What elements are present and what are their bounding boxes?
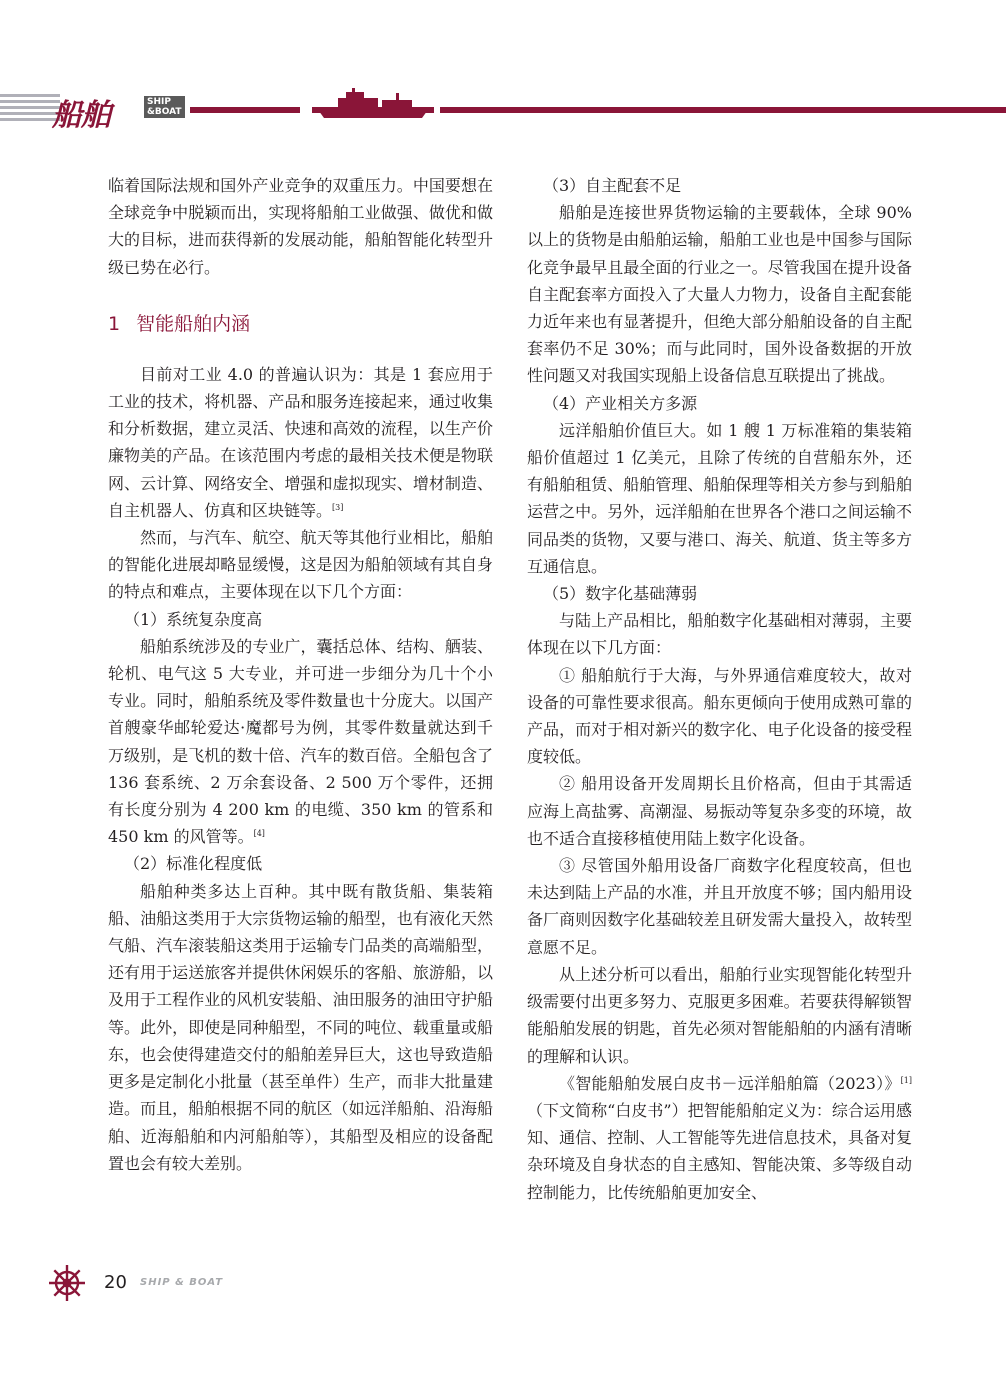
page-header [0, 88, 1006, 133]
citation: [4] [253, 829, 265, 839]
page-footer [48, 1264, 348, 1304]
paragraph: 远洋船舶价值巨大。如 1 艘 1 万标准箱的集装箱船价值超过 1 亿美元，且除了传统的自营船东外，还有船舶租赁、船舶管理、船舶保理等相关方参与到船舶运营之中。另外，远洋船舶在世界各个港口之间运输不同品类的货物，又要与港口、海关、航道、货主等多方互通信息。 [527, 420, 912, 576]
paragraph: 然而，与汽车、航空、航天等其他行业相比，船舶的智能化进展却略显缓慢，这是因为船舶领域有其自身的特点和难点，主要体现在以下几个方面： [108, 528, 493, 602]
subheading: （5）数字化基础薄弱 [543, 584, 698, 604]
journal-name-en: SHIP & BOAT [140, 1277, 224, 1288]
paragraph: 与陆上产品相比，船舶数字化基础相对薄弱，主要体现在以下几方面： [527, 611, 912, 658]
header-stripes [0, 94, 60, 124]
right-column [527, 172, 912, 1206]
list-item: ② 船用设备开发周期长且价格高，但由于其需适应海上高盐雾、高潮湿、易振动等复杂多变的环境，故也不适合直接移植使用陆上数字化设备。 [527, 774, 912, 848]
paragraph: 临着国际法规和国外产业竞争的双重压力。中国要想在全球竞争中脱颖而出，实现将船舶工业做强、做优和做大的目标，进而获得新的发展动能，船舶智能化转型升级已势在必行。 [108, 176, 493, 277]
citation: [1] [900, 1075, 912, 1085]
page-number: 20 [104, 1272, 127, 1293]
paragraph: 目前对工业 4.0 的普遍认识为：其是 1 套应用于工业的技术，将机器、产品和服务连接起来，通过收集和分析数据，建立灵活、快速和高效的流程，以生产价廉物美的产品。在该范围内考虑的最相关技术便是物联网、云计算、网络安全、增强和虚拟现实、增材制造、自主机器人、仿真和区块链等。[3] [108, 364, 493, 520]
paragraph: 《智能船舶发展白皮书－远洋船舶篇（2023）》[1]（下文简称“白皮书”）把智能船舶定义为：综合运用感知、通信、控制、人工智能等先进信息技术，具备对复杂环境及自身状态的自主感知、智能决策、多等级自动控制能力，比传统船舶更加安全、 [527, 1073, 912, 1202]
subheading: （2）标准化程度低 [124, 854, 263, 874]
paragraph: 船舶系统涉及的专业广，囊括总体、结构、舾装、轮机、电气这 5 大专业，并可进一步细分为几十个小专业。同时，船舶系统及零件数量也十分庞大。以国产首艘豪华邮轮爱达·魔都号为例，其零件数量就达到千万级别，是飞机的数十倍、汽车的数百倍。全船包含了 136 套系统、2 万余套设备、2 500 万个零件，还拥有长度分别为 4 200 km 的电缆、350 km 的管系和 450 km 的风管等。[4] [108, 636, 493, 847]
journal-logo-en: SHIP &BOAT [144, 96, 185, 118]
ship-silhouette-icon [312, 88, 434, 120]
citation: [3] [332, 502, 344, 512]
paragraph: 船舶种类多达上百种。其中既有散货船、集装箱船、油船这类用于大宗货物运输的船型，也有液化天然气船、汽车滚装船这类用于运输专门品类的高端船型，还有用于运送旅客并提供休闲娱乐的客船、旅游船，以及用于工程作业的风机安装船、油田服务的油田守护船等。此外，即使是同种船型，不同的吨位、载重量或船东，也会使得建造交付的船舶差异巨大，这也导致造船更多是定制化小批量（甚至单件）生产，而非大批量建造。而且，船舶根据不同的航区（如远洋船舶、沿海船舶、近海船舶和内河船舶等），其船型及相应的设备配置也会有较大差别。 [108, 881, 493, 1173]
header-rule-left [190, 107, 300, 113]
ship-wheel-icon [48, 1264, 86, 1302]
list-item: ① 船舶航行于大海，与外界通信难度较大，故对设备的可靠性要求很高。船东更倾向于使用成熟可靠的产品，而对于相对新兴的数字化、电子化设备的接受程度较低。 [527, 665, 912, 767]
section-heading [108, 309, 493, 339]
section-title: 智能船舶内涵 [136, 312, 251, 335]
paragraph: 从上述分析可以看出，船舶行业实现智能化转型升级需要付出更多努力、克服更多困难。若要获得解锁智能船舶发展的钥匙，首先必须对智能船舶的内涵有清晰的理解和认识。 [527, 964, 912, 1066]
subheading: （4）产业相关方多源 [543, 393, 698, 413]
subheading: （1）系统复杂度高 [124, 609, 263, 629]
header-rule-right [440, 107, 1006, 113]
subheading: （3）自主配套不足 [543, 176, 682, 195]
section-number: 1 [108, 312, 121, 335]
paragraph: 船舶是连接世界货物运输的主要载体，全球 90% 以上的货物是由船舶运输，船舶工业也是中国参与国际化竞争最早且最全面的行业之一。尽管我国在提升设备自主配套率方面投入了大量人力物力，设备自主配套能力近年来也有显著提升，但绝大部分船舶设备的自主配套率仍不足 30%；而与此同时，国外设备数据的开放性问题又对我国实现船上设备信息互联提出了挑战。 [527, 203, 912, 386]
journal-logo-cn: 船舶 [52, 98, 110, 133]
left-column [108, 172, 493, 1177]
list-item: ③ 尽管国外船用设备厂商数字化程度较高，但也未达到陆上产品的水准，并且开放度不够；国内船用设备厂商则因数字化基础较差且研发需大量投入，故转型意愿不足。 [527, 856, 912, 957]
